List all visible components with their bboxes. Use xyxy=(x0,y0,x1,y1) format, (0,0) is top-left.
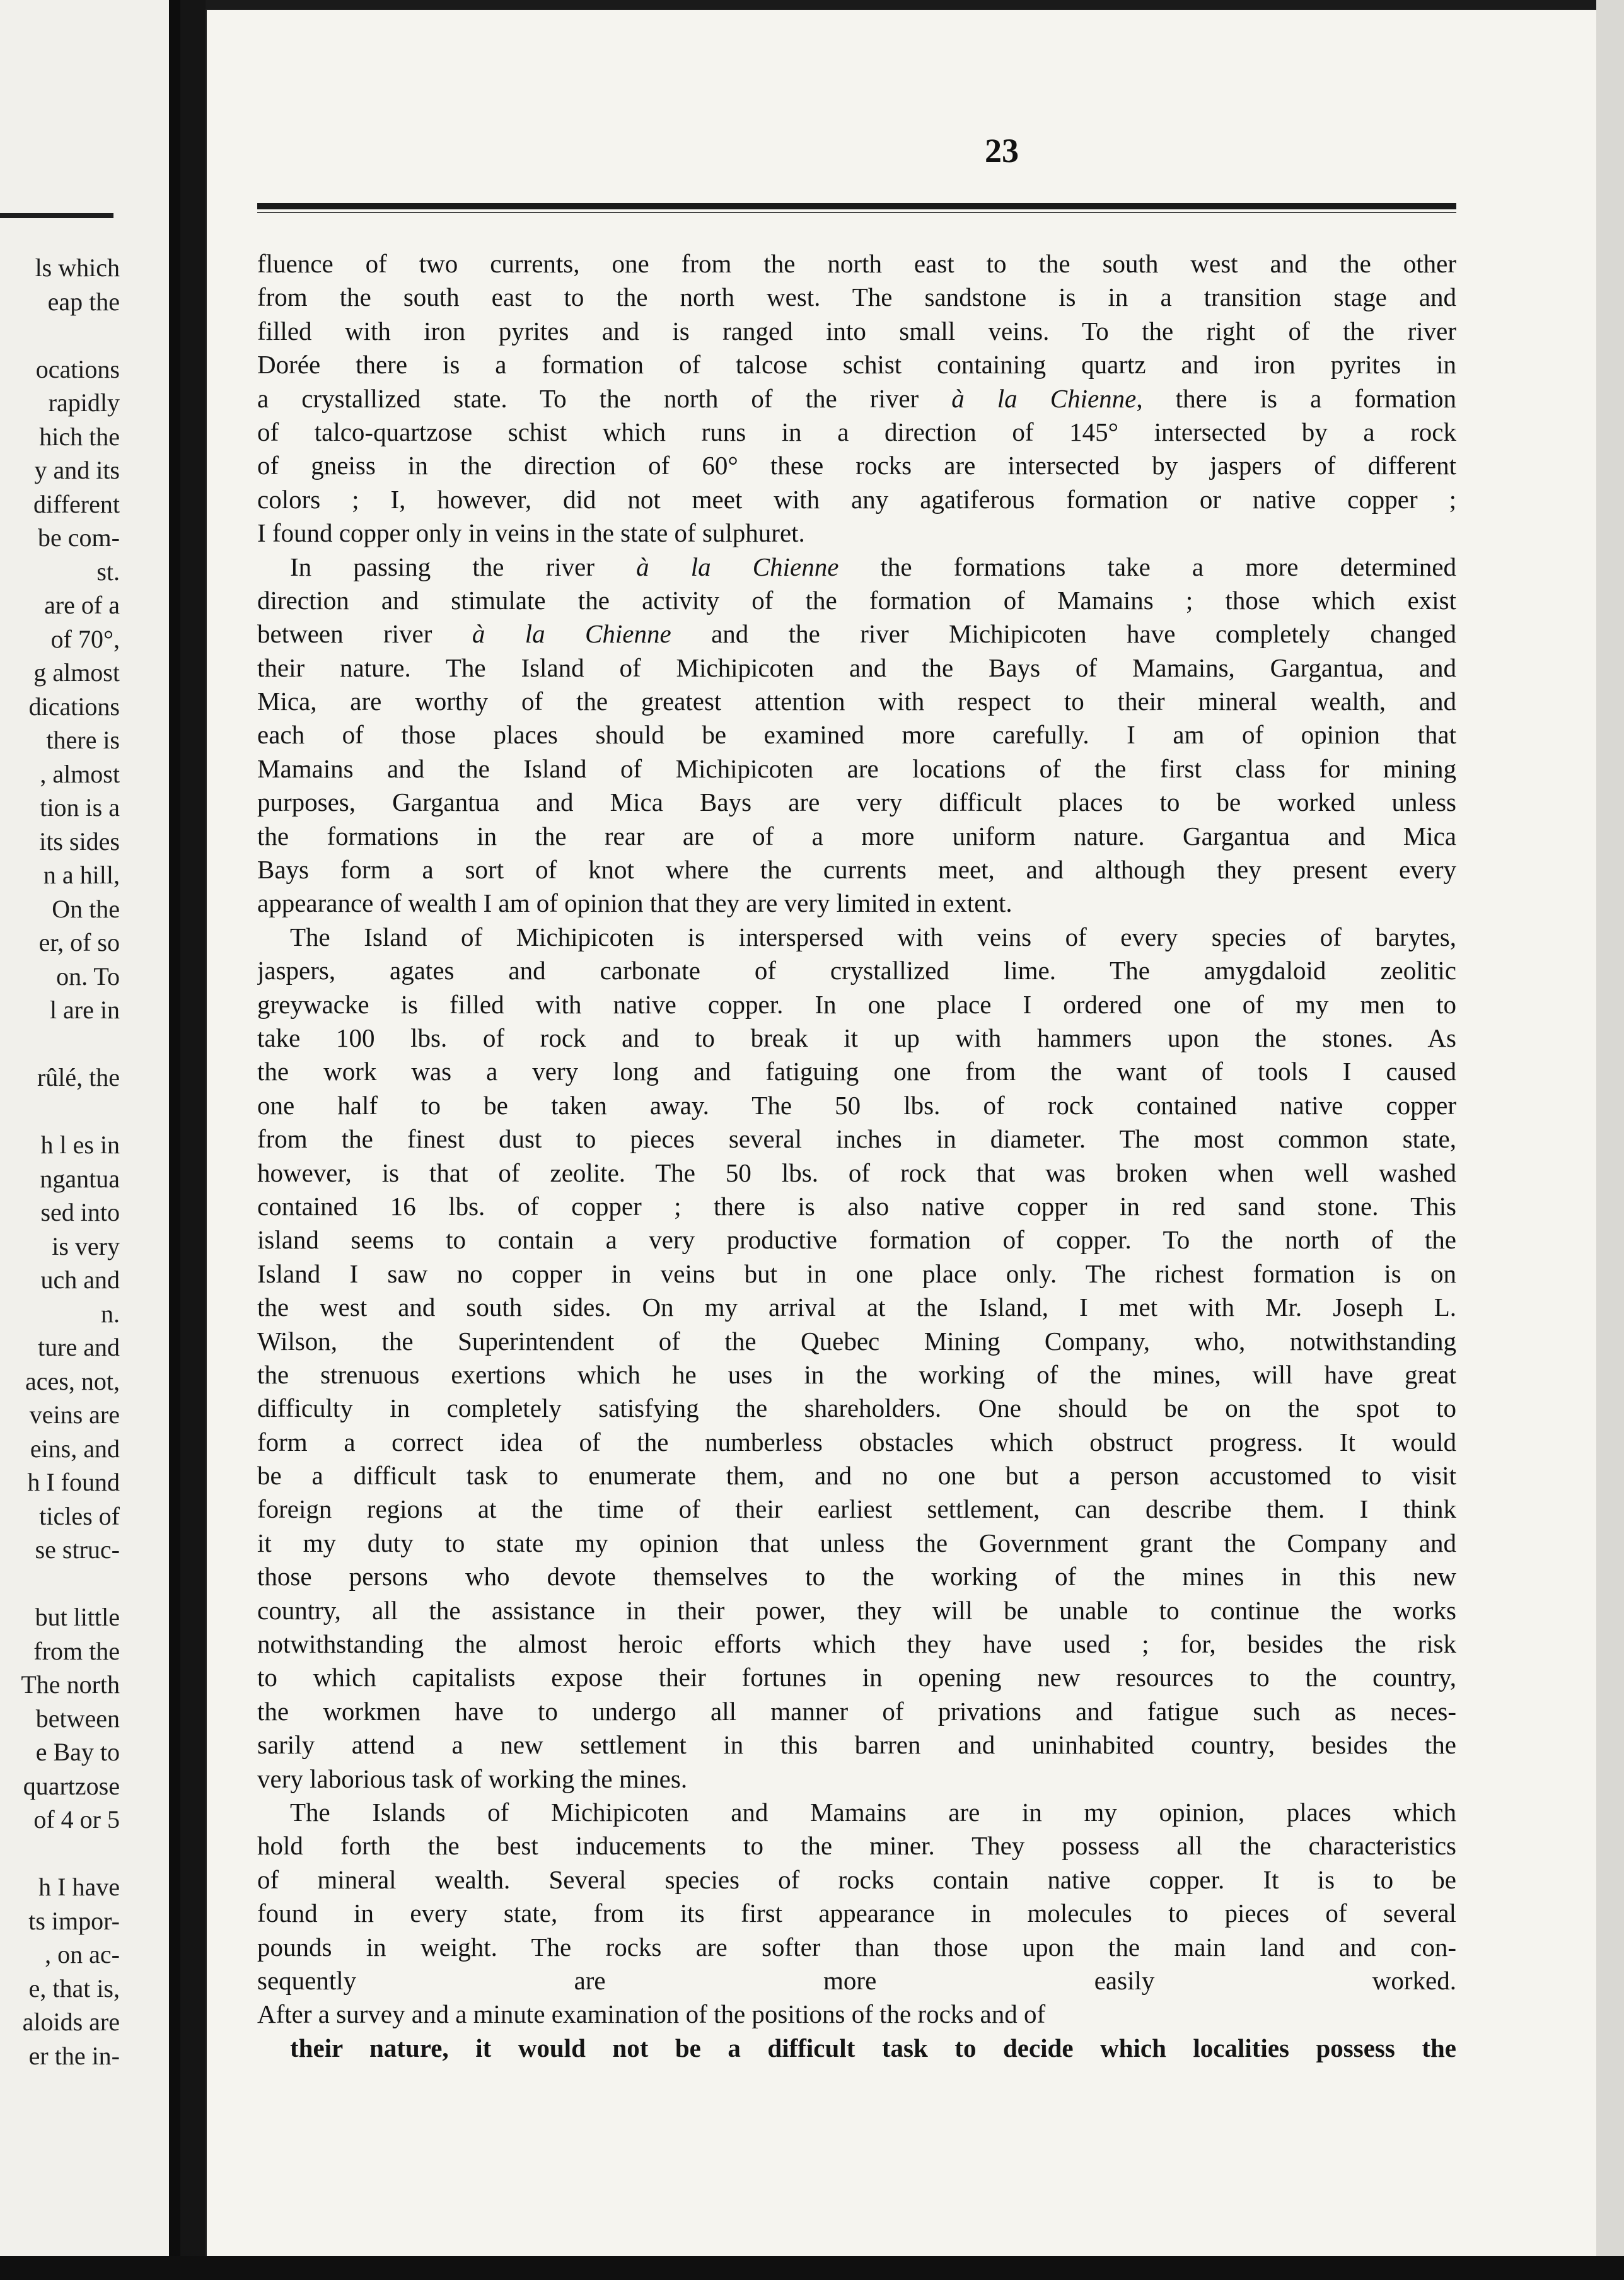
facing-page-line: eap the xyxy=(47,287,120,316)
facing-page-line: rûlé, the xyxy=(37,1063,120,1091)
facing-page-line: dications xyxy=(28,692,120,721)
text-line: direction and stimulate the activity of the formation of Mamains ; those which exist xyxy=(257,585,1456,615)
text-line: from the finest dust to pieces several inches in diameter. The most common state, xyxy=(257,1124,1456,1154)
facing-page-line: of 70°, xyxy=(50,624,120,653)
text-line: In passing the river à la Chienne the formations take a more determined xyxy=(290,552,1456,581)
facing-page-line: its sides xyxy=(39,827,120,856)
facing-page-line: n. xyxy=(101,1299,120,1328)
text-line: the work was a very long and fatiguing one from the want of tools I caused xyxy=(257,1057,1456,1086)
facing-page-line: from the xyxy=(33,1636,120,1665)
text-line: however, is that of zeolite. The 50 lbs. of rock that was broken when well washed xyxy=(257,1158,1456,1187)
text-line: a crystallized state. To the north of the river à la Chienne, there is a formation xyxy=(257,383,1456,413)
facing-page-line: The north xyxy=(21,1670,120,1699)
facing-page-line: be com- xyxy=(38,523,120,552)
facing-page-line xyxy=(21,1837,120,1871)
text-line: Mamains and the Island of Michipicoten are locations of the first class for mining xyxy=(257,753,1456,783)
header-rule xyxy=(257,203,1456,209)
facing-page-line: there is xyxy=(46,726,120,754)
text-line: take 100 lbs. of rock and to break it up with hammers upon the stones. As xyxy=(257,1023,1456,1052)
text-line: the west and south sides. On my arrival at the Island, I met with Mr. Joseph L. xyxy=(257,1293,1456,1322)
facing-page-line: g almost xyxy=(33,658,120,687)
facing-page-line: er, of so xyxy=(38,928,120,957)
page-number: 23 xyxy=(985,132,1019,170)
facing-page-line xyxy=(21,1567,120,1601)
facing-page-line: rapidly xyxy=(48,388,120,417)
facing-page-line: is very xyxy=(52,1231,120,1260)
facing-page-text xyxy=(21,251,120,2073)
text-line: to which capitalists expose their fortunes in opening new resources to the country, xyxy=(257,1663,1456,1692)
facing-page-line: ls which xyxy=(35,253,120,282)
text-line: hold forth the best inducements to the miner. They possess all the characteristics xyxy=(257,1831,1456,1861)
facing-page-line: hich the xyxy=(39,422,120,451)
facing-page-line: veins are xyxy=(29,1400,120,1429)
text-line: the formations in the rear are of a more uniform nature. Gargantua and Mica xyxy=(257,821,1456,851)
book-gutter xyxy=(180,0,206,2280)
facing-page-line: se struc- xyxy=(35,1535,120,1564)
facing-page-line: quartzose xyxy=(23,1771,120,1800)
text-line: be a difficult task to enumerate them, and no one but a person accustomed to visit xyxy=(257,1461,1456,1491)
text-line: I found copper only in veins in the state of sulphuret. xyxy=(257,518,805,548)
facing-page-line: e, that is, xyxy=(28,1974,120,2003)
text-line: Wilson, the Superintendent of the Quebec Mining Company, who, notwithstanding xyxy=(257,1326,1456,1356)
facing-page-line: tion is a xyxy=(40,793,120,822)
facing-page-line: are of a xyxy=(44,591,120,619)
facing-page-line: ticles of xyxy=(39,1501,120,1530)
book-page xyxy=(206,9,1598,2257)
text-line: island seems to contain a very productive formation of copper. To the north of the xyxy=(257,1225,1456,1255)
facing-page-line: l are in xyxy=(49,996,120,1024)
facing-page-line: h I have xyxy=(38,1873,120,1901)
text-line: from the south east to the north west. The sandstone is in a transition stage and xyxy=(257,282,1456,312)
text-line: Island I saw no copper in veins but in one place only. The richest formation is on xyxy=(257,1259,1456,1288)
text-line: greywacke is filled with native copper. In one place I ordered one of my men to xyxy=(257,989,1456,1019)
text-line: those persons who devote themselves to the working of the mines in this new xyxy=(257,1562,1456,1591)
text-line: pounds in weight. The rocks are softer than those upon the main land and con- xyxy=(257,1932,1456,1962)
text-line: foreign regions at the time of their earliest settlement, can describe them. I think xyxy=(257,1494,1456,1524)
text-line: one half to be taken away. The 50 lbs. of rock contained native copper xyxy=(257,1090,1456,1120)
scan-bottom-border xyxy=(0,2256,1624,2280)
text-line: contained 16 lbs. of copper ; there is also native copper in red sand stone. This xyxy=(257,1191,1456,1221)
text-line: their nature, it would not be a difficult task to decide which localities possess the xyxy=(290,2033,1456,2062)
facing-page-line: ocations xyxy=(35,354,120,383)
facing-page-line: e Bay to xyxy=(35,1738,120,1766)
text-line: jaspers, agates and carbonate of crystallized lime. The amygdaloid zeolitic xyxy=(257,956,1456,986)
text-line: of gneiss in the direction of 60° these rocks are intersected by jaspers of different xyxy=(257,451,1456,480)
facing-page-line xyxy=(21,1095,120,1129)
text-line: filled with iron pyrites and is ranged into small veins. To the right of the river xyxy=(257,316,1456,346)
text-line: After a survey and a minute examination of the positions of the rocks and of xyxy=(257,1999,1046,2029)
facing-page-line: er the in- xyxy=(28,2041,120,2070)
facing-page-line: h I found xyxy=(27,1468,120,1496)
text-line: Mica, are worthy of the greatest attention with respect to their mineral wealth, and xyxy=(257,687,1456,716)
facing-page-line: of 4 or 5 xyxy=(33,1805,120,1834)
facing-page-line: aloids are xyxy=(22,2008,120,2036)
facing-page-fragment xyxy=(0,0,180,2280)
text-line: The Island of Michipicoten is interspersed with veins of every species of barytes, xyxy=(290,922,1456,951)
facing-page-line: different xyxy=(33,489,120,518)
text-line: it my duty to state my opinion that unless the Government grant the Company and xyxy=(257,1528,1456,1557)
facing-page-rule xyxy=(0,213,113,218)
facing-page-line: between xyxy=(35,1704,120,1733)
text-line: difficulty in completely satisfying the shareholders. One should be on the spot to xyxy=(257,1393,1456,1423)
facing-page-line: On the xyxy=(52,894,120,923)
text-line: form a correct idea of the numberless obstacles which obstruct progress. It would xyxy=(257,1427,1456,1457)
facing-page-line: aces, not, xyxy=(25,1366,120,1395)
text-line: of mineral wealth. Several species of rocks contain native copper. It is to be xyxy=(257,1864,1456,1894)
text-line: colors ; I, however, did not meet with any agatiferous formation or native copper ; xyxy=(257,484,1456,514)
text-line: the strenuous exertions which he uses in the working of the mines, will have great xyxy=(257,1359,1456,1389)
text-line: Dorée there is a formation of talcose schist containing quartz and iron pyrites in xyxy=(257,350,1456,380)
facing-page-line: n a hill, xyxy=(43,861,120,889)
facing-page-line: on. To xyxy=(56,962,120,991)
facing-page-line xyxy=(21,1027,120,1061)
facing-page-line: but little xyxy=(35,1603,120,1631)
text-line: the workmen have to undergo all manner of privations and fatigue such as neces- xyxy=(257,1696,1456,1726)
text-line: each of those places should be examined more carefully. I am of opinion that xyxy=(257,720,1456,750)
facing-page-line: h l es in xyxy=(40,1131,120,1159)
text-line: found in every state, from its first appearance in molecules to pieces of several xyxy=(257,1899,1456,1928)
text-line: sarily attend a new settlement in this barren and uninhabited country, besides the xyxy=(257,1730,1456,1760)
text-line: Bays form a sort of knot where the currents meet, and although they present every xyxy=(257,855,1456,885)
header-rule-thin xyxy=(257,212,1456,213)
text-line: fluence of two currents, one from the north east to the south west and the other xyxy=(257,249,1456,278)
text-line: The Islands of Michipicoten and Mamains are in my opinion, places which xyxy=(290,1797,1456,1827)
page-body-text xyxy=(257,247,1456,2065)
text-line: country, all the assistance in their power, they will be unable to continue the works xyxy=(257,1595,1456,1625)
text-line: their nature. The Island of Michipicoten and the Bays of Mamains, Gargantua, and xyxy=(257,653,1456,682)
facing-page-line: ngantua xyxy=(40,1164,120,1193)
facing-page-line: , almost xyxy=(40,759,120,788)
text-line: of talco-quartzose schist which runs in a direction of 145° intersected by a rock xyxy=(257,417,1456,446)
facing-page-line: eins, and xyxy=(30,1434,120,1463)
text-line: appearance of wealth I am of opinion that they are very limited in extent. xyxy=(257,888,1012,918)
text-line: sequently are more easily worked. xyxy=(257,1965,1456,1995)
text-line: between river à la Chienne and the river Michipicoten have completely changed xyxy=(257,619,1456,649)
facing-page-line: , on ac- xyxy=(45,1940,120,1969)
facing-page-line: ture and xyxy=(38,1333,120,1361)
facing-page-line: st. xyxy=(96,557,120,586)
text-line: purposes, Gargantua and Mica Bays are very difficult places to be worked unless xyxy=(257,788,1456,817)
text-line: notwithstanding the almost heroic efforts which they have used ; for, besides the risk xyxy=(257,1629,1456,1659)
facing-page-line: uch and xyxy=(40,1265,120,1294)
facing-page-line: sed into xyxy=(40,1198,120,1226)
facing-page-line: ts impor- xyxy=(28,1906,120,1935)
facing-page-line xyxy=(21,318,120,352)
page-edge xyxy=(1596,0,1624,2280)
text-line: very laborious task of working the mines. xyxy=(257,1764,688,1793)
facing-page-line: y and its xyxy=(34,456,120,484)
